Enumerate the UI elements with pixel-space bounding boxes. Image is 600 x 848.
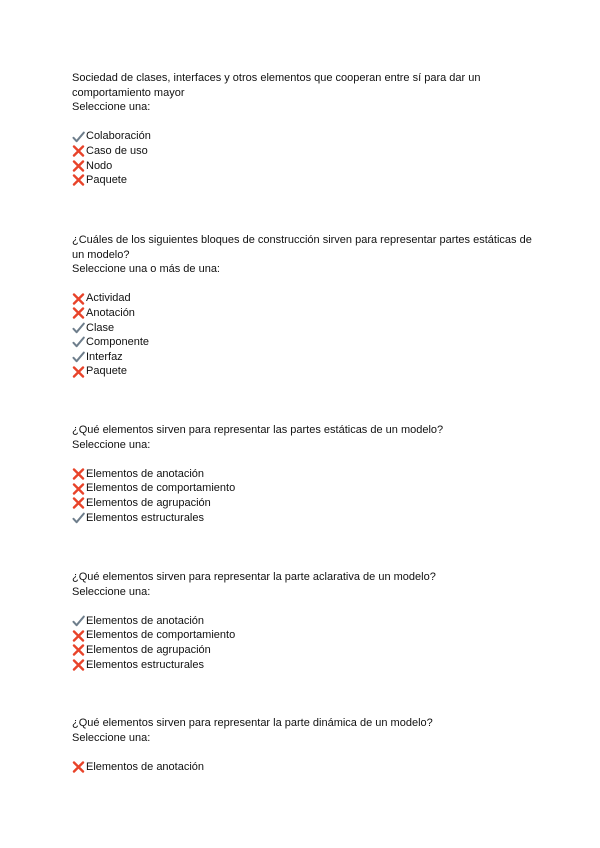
check-icon	[72, 512, 85, 524]
cross-icon	[72, 307, 85, 319]
answer-option	[72, 760, 532, 775]
cross-icon	[72, 160, 85, 172]
answer-label: Elementos de comportamiento	[86, 482, 236, 495]
answer-label: Elementos de anotación	[86, 614, 205, 627]
answer-label: Elementos de anotación	[86, 760, 205, 773]
question-text: ¿Cuáles de los siguientes bloques de construcción sirven para representar partes estáticas de un modelo?	[72, 234, 532, 261]
cross-icon	[72, 761, 85, 773]
question-instruction: Seleccione una:	[72, 585, 151, 598]
check-icon	[72, 131, 85, 143]
answer-label: Anotación	[86, 306, 135, 319]
answer-option	[72, 511, 532, 526]
answer-options	[72, 614, 532, 672]
answer-label: Clase	[86, 321, 115, 334]
question-2	[72, 233, 532, 379]
check-icon	[72, 351, 85, 363]
answer-option	[72, 658, 532, 673]
answer-option	[72, 467, 532, 482]
question-instruction: Seleccione una:	[72, 438, 151, 451]
cross-icon	[72, 366, 85, 378]
check-icon	[72, 322, 85, 334]
answer-option	[72, 173, 532, 188]
cross-icon	[72, 293, 85, 305]
answer-option	[72, 481, 532, 496]
answer-label: Elementos estructurales	[86, 511, 204, 524]
question-5	[72, 716, 532, 774]
question-3	[72, 423, 532, 525]
answer-label: Interfaz	[86, 350, 123, 363]
answer-label: Elementos estructurales	[86, 658, 204, 671]
question-text: ¿Qué elementos sirven para representar la parte dinámica de un modelo?	[72, 717, 433, 729]
cross-icon	[72, 468, 85, 480]
answer-option	[72, 129, 532, 144]
question-instruction: Seleccione una o más de una:	[72, 263, 220, 276]
answer-option	[72, 144, 532, 159]
cross-icon	[72, 497, 85, 509]
question-text: Sociedad de clases, interfaces y otros elementos que cooperan entre sí para dar un comportamiento mayor	[72, 72, 481, 99]
cross-icon	[72, 659, 85, 671]
cross-icon	[72, 174, 85, 186]
cross-icon	[72, 145, 85, 157]
answer-label: Paquete	[86, 365, 127, 378]
cross-icon	[72, 630, 85, 642]
answer-label: Elementos de agrupación	[86, 496, 211, 509]
answer-option	[72, 321, 532, 336]
check-icon	[72, 336, 85, 348]
answer-label: Paquete	[86, 174, 127, 187]
question-instruction: Seleccione una:	[72, 731, 151, 744]
answer-option	[72, 643, 532, 658]
answer-option	[72, 614, 532, 629]
answer-options	[72, 291, 532, 379]
answer-option	[72, 306, 532, 321]
answer-option	[72, 159, 532, 174]
answer-label: Actividad	[86, 292, 131, 305]
answer-label: Elementos de agrupación	[86, 643, 211, 656]
answer-label: Nodo	[86, 159, 113, 172]
answer-label: Elementos de comportamiento	[86, 629, 236, 642]
answer-label: Elementos de anotación	[86, 467, 205, 480]
cross-icon	[72, 483, 85, 495]
answer-label: Caso de uso	[86, 144, 148, 157]
question-4	[72, 570, 532, 672]
answer-options	[72, 760, 532, 775]
answer-option	[72, 335, 532, 350]
cross-icon	[72, 644, 85, 656]
question-text: ¿Qué elementos sirven para representar la parte aclarativa de un modelo?	[72, 571, 436, 583]
question-text: ¿Qué elementos sirven para representar las partes estáticas de un modelo?	[72, 424, 444, 436]
answer-option	[72, 291, 532, 306]
answer-option	[72, 350, 532, 365]
answer-option	[72, 496, 532, 511]
answer-label: Colaboración	[86, 130, 151, 143]
answer-option	[72, 364, 532, 379]
answer-label: Componente	[86, 336, 149, 349]
question-1	[72, 71, 532, 188]
answer-option	[72, 628, 532, 643]
check-icon	[72, 615, 85, 627]
question-instruction: Seleccione una:	[72, 101, 151, 114]
answer-options	[72, 467, 532, 525]
answer-options	[72, 129, 532, 187]
